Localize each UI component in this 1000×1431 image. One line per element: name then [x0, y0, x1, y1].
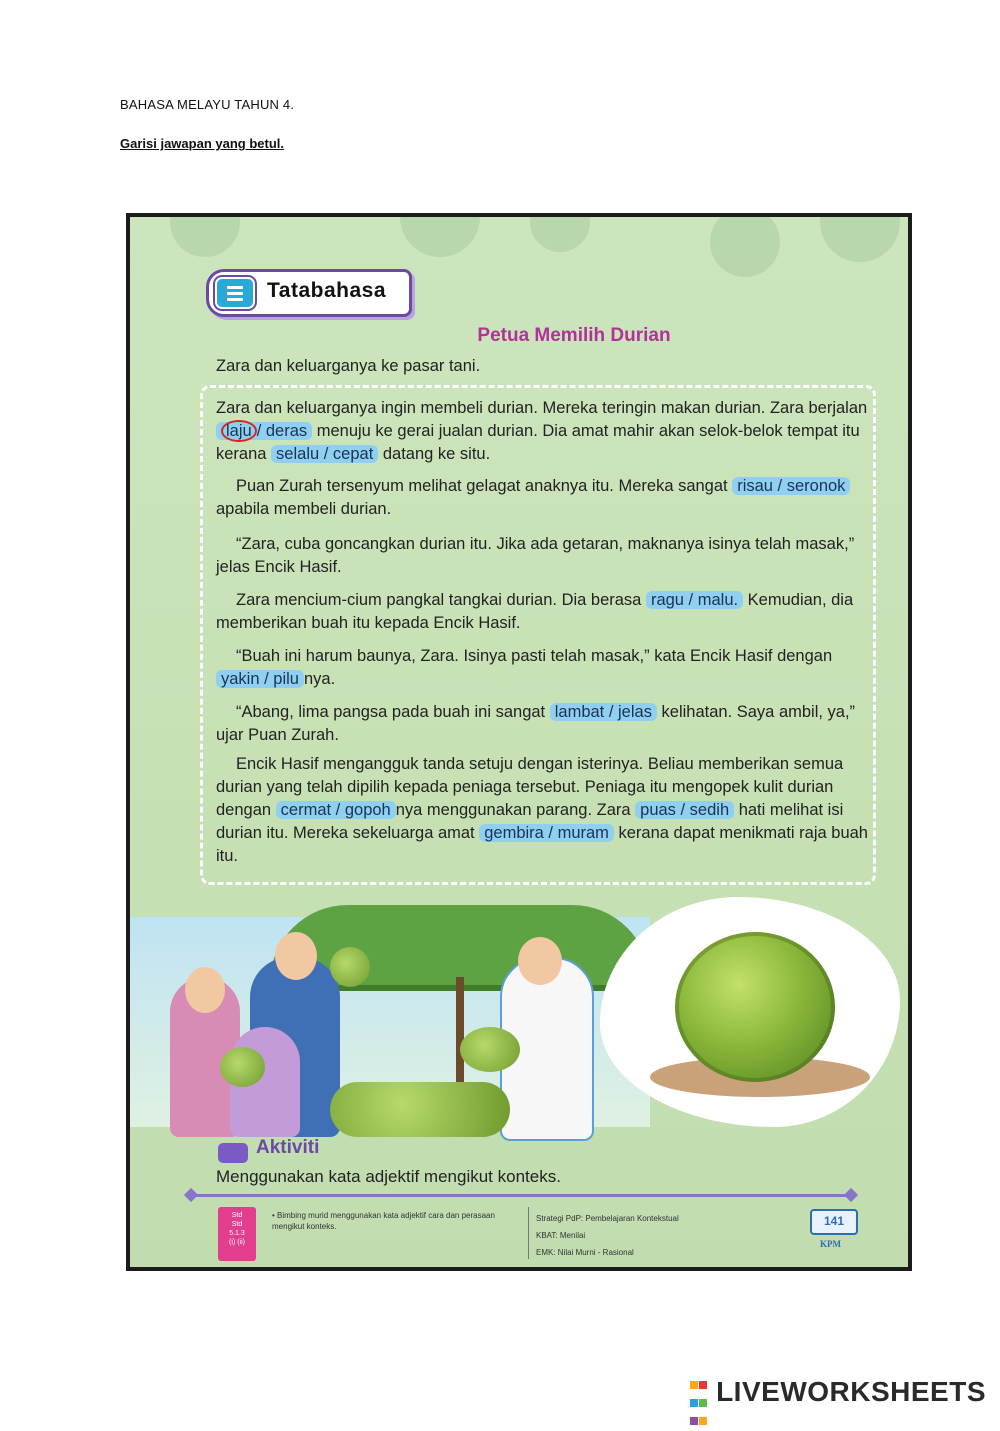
answer-option[interactable]: cermat / gopoh	[276, 801, 396, 819]
durian	[220, 1047, 265, 1087]
instruction-text: Garisi jawapan yang betul.	[120, 136, 284, 151]
story-title: Petua Memilih Durian	[477, 325, 671, 346]
answer-option-rest[interactable]: / deras	[256, 422, 308, 440]
standard-box-line: Std	[231, 1212, 243, 1219]
text: kelihatan. Saya ambil, ya,” ujar Puan Zurah.	[216, 703, 856, 744]
answer-option[interactable]: selalu / cepat	[271, 445, 378, 463]
chat-book-icon	[215, 277, 255, 309]
page-number: 141	[810, 1209, 858, 1235]
paragraph-5	[216, 645, 876, 691]
liveworksheets-logo-icon	[690, 1377, 708, 1405]
text: Encik Hasif mengangguk tanda setuju dengan isterinya. Beliau memberikan semua durian yang telah dipilih kepada peniaga tersebut. Peniaga itu mengopek kulit durian dengan	[216, 755, 844, 819]
activity-label: Aktiviti	[256, 1137, 320, 1158]
answer-option[interactable]: risau / seronok	[732, 477, 850, 495]
game-controller-icon	[218, 1143, 248, 1163]
watermark: LIVEWORKSHEETS	[716, 1376, 986, 1407]
answer-option[interactable]: yakin / pilu	[216, 670, 304, 688]
story-intro: Zara dan keluarganya ke pasar tani.	[216, 357, 481, 375]
strategy-line: KBAT: Menilai	[536, 1231, 586, 1240]
standard-box	[218, 1207, 256, 1261]
strategy-line: Strategi PdP: Pembelajaran Kontekstual	[536, 1214, 679, 1223]
text: “Buah ini harum baunya, Zara. Isinya pasti telah masak,” kata Encik Hasif dengan	[236, 647, 833, 665]
text: “Abang, lima pangsa pada buah ini sangat	[236, 703, 550, 721]
seller-head	[518, 937, 562, 985]
text: Kemudian, dia memberikan buah itu kepada Encik Hasif.	[216, 591, 854, 632]
textbook-page	[126, 213, 912, 1271]
standard-box-line: (i) (ii)	[229, 1239, 245, 1246]
durian-pile	[330, 1082, 510, 1137]
section-badge	[206, 269, 412, 317]
answer-option[interactable]: gembira / muram	[479, 824, 614, 842]
text: datang ke situ.	[378, 445, 491, 463]
activity-text: Menggunakan kata adjektif mengikut konteks.	[216, 1167, 561, 1186]
text: apabila membeli durian.	[216, 500, 392, 518]
paragraph-7	[216, 753, 876, 868]
paragraph-3	[216, 533, 876, 579]
text: nya menggunakan parang. Zara	[395, 801, 636, 819]
answer-option[interactable]: puas / sedih	[635, 801, 734, 819]
paragraph-6	[216, 701, 876, 747]
father-head	[275, 932, 317, 980]
divider-dot	[844, 1188, 858, 1202]
mother-head	[185, 967, 225, 1013]
text: Zara dan keluarganya ingin membeli durian. Mereka teringin makan durian. Zara berjalan	[216, 399, 868, 417]
footnote-text: Bimbing murid menggunakan kata adjektif cara dan perasaan mengikut konteks.	[272, 1211, 495, 1231]
durian	[460, 1027, 520, 1072]
paragraph-1	[216, 397, 876, 466]
answer-option[interactable]: lambat / jelas	[550, 703, 657, 721]
text: hati melihat isi durian itu. Mereka sekeluarga amat	[216, 801, 844, 842]
standard-box-line: 5.1.3	[229, 1230, 245, 1237]
text: Puan Zurah tersenyum melihat gelagat anaknya itu. Mereka sangat	[236, 477, 733, 495]
teacher-footnote: • Bimbing murid menggunakan kata adjektif cara dan perasaan mengikut konteks.	[272, 1211, 495, 1231]
circled-answer[interactable]: laju	[221, 420, 257, 442]
standard-box-line: Std	[231, 1221, 243, 1228]
strategy-line: EMK: Nilai Murni - Rasional	[536, 1248, 634, 1257]
text: “Zara, cuba goncangkan durian itu. Jika ada getaran, maknanya isinya telah masak,” jelas Encik Hasif.	[216, 535, 855, 576]
text: kerana dapat menikmati raja buah itu.	[216, 824, 868, 865]
text: menuju ke gerai jualan durian. Dia amat mahir akan selok-belok tempat itu kerana	[216, 422, 860, 463]
strategy-notes	[536, 1210, 679, 1261]
document-title: BAHASA MELAYU TAHUN 4.	[120, 97, 295, 112]
market-illustration	[130, 897, 912, 1142]
paragraph-4	[216, 589, 876, 635]
durian	[330, 947, 370, 987]
answer-option[interactable]: ragu / malu.	[646, 591, 743, 609]
divider	[192, 1194, 852, 1197]
section-badge-label: Tatabahasa	[267, 279, 386, 302]
text: Zara mencium-cium pangkal tangkai durian. Dia berasa	[236, 591, 646, 609]
answer-option[interactable]	[216, 422, 312, 440]
big-durian	[675, 932, 835, 1082]
divider-dot	[184, 1188, 198, 1202]
publisher-logo: KPM	[820, 1239, 841, 1249]
text: nya.	[303, 670, 336, 688]
paragraph-2	[216, 475, 876, 521]
